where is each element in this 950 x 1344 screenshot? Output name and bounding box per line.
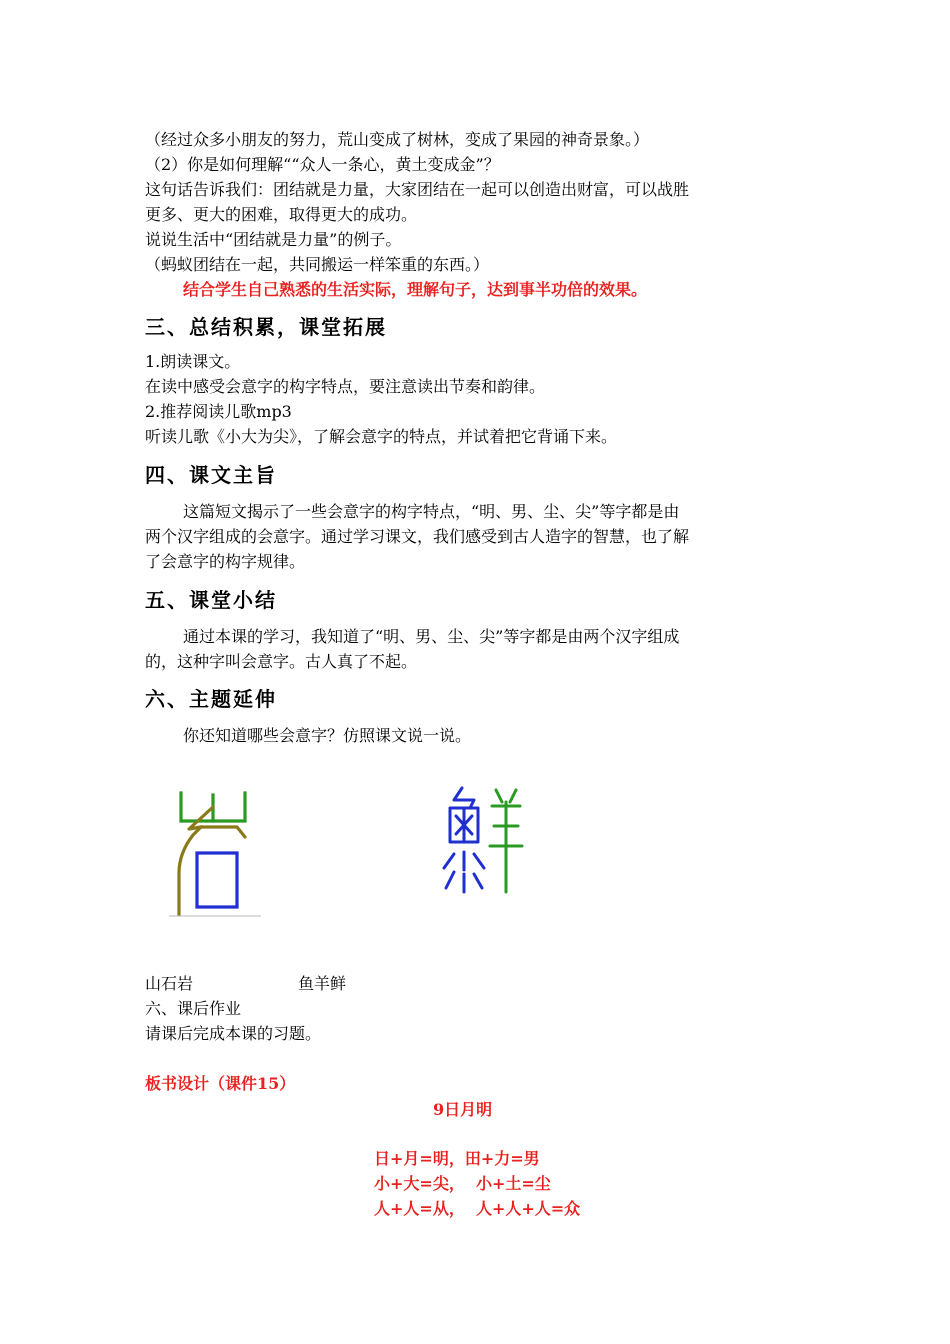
glyph-caption-xian: 鱼羊鲜 bbox=[298, 974, 347, 993]
intro-line: 这句话告诉我们：团结就是力量，大家团结在一起可以创造出财富，可以战胜 bbox=[145, 180, 690, 199]
ancient-glyph-xian-image bbox=[440, 782, 530, 912]
teaching-note: 结合学生自己熟悉的生活实际，理解句子，达到事半功倍的效果。 bbox=[183, 280, 648, 299]
homework-heading: 六、课后作业 bbox=[145, 999, 242, 1018]
intro-line: （蚂蚁团结在一起，共同搬运一样笨重的东西。） bbox=[145, 255, 490, 274]
section3-line: 听读儿歌《小大为尖》，了解会意字的特点，并试着把它背诵下来。 bbox=[145, 427, 618, 446]
section5-line: 通过本课的学习，我知道了“明、男、尘、尖”等字都是由两个汉字组成 bbox=[183, 627, 680, 646]
board-line: 日+月=明，田+力=男 bbox=[374, 1149, 540, 1168]
section5-line: 的，这种字叫会意字。古人真了不起。 bbox=[145, 652, 418, 671]
section6-line: 你还知道哪些会意字？仿照课文说一说。 bbox=[183, 726, 472, 745]
board-line: 人+人=从， 人+人+人=众 bbox=[374, 1199, 581, 1218]
board-lesson-title: 9日月明 bbox=[433, 1100, 493, 1119]
homework-line: 请课后完成本课的习题。 bbox=[145, 1024, 322, 1043]
section4-line: 两个汉字组成的会意字。通过学习课文，我们感受到古人造字的智慧，也了解 bbox=[145, 527, 690, 546]
section-heading-extension: 六、主题延伸 bbox=[145, 687, 277, 711]
board-line: 小+大=尖， 小+土=尘 bbox=[374, 1174, 551, 1193]
intro-line: （经过众多小朋友的努力，荒山变成了树林，变成了果园的神奇景象。） bbox=[145, 130, 650, 149]
section4-line: 这篇短文揭示了一些会意字的构字特点，“明、男、尘、尖”等字都是由 bbox=[183, 502, 680, 521]
section-heading-summary: 三、总结积累，课堂拓展 bbox=[145, 315, 387, 339]
section3-line: 2.推荐阅读儿歌mp3 bbox=[145, 402, 292, 421]
section3-line: 1.朗读课文。 bbox=[145, 352, 241, 371]
section-heading-conclusion: 五、课堂小结 bbox=[145, 588, 277, 612]
section4-line: 了会意字的构字规律。 bbox=[145, 552, 306, 571]
intro-line: 说说生活中“团结就是力量”的例子。 bbox=[145, 230, 402, 249]
ancient-glyph-yan-image bbox=[165, 783, 265, 923]
intro-line: 更多、更大的困难，取得更大的成功。 bbox=[145, 205, 418, 224]
section-heading-theme: 四、课文主旨 bbox=[145, 463, 277, 487]
glyph-caption-yan: 山石岩 bbox=[145, 974, 194, 993]
intro-line: （2）你是如何理解““众人一条心，黄土变成金”？ bbox=[145, 155, 500, 174]
section3-line: 在读中感受会意字的构字特点，要注意读出节奏和韵律。 bbox=[145, 377, 546, 396]
board-design-title: 板书设计（课件15） bbox=[145, 1074, 296, 1093]
